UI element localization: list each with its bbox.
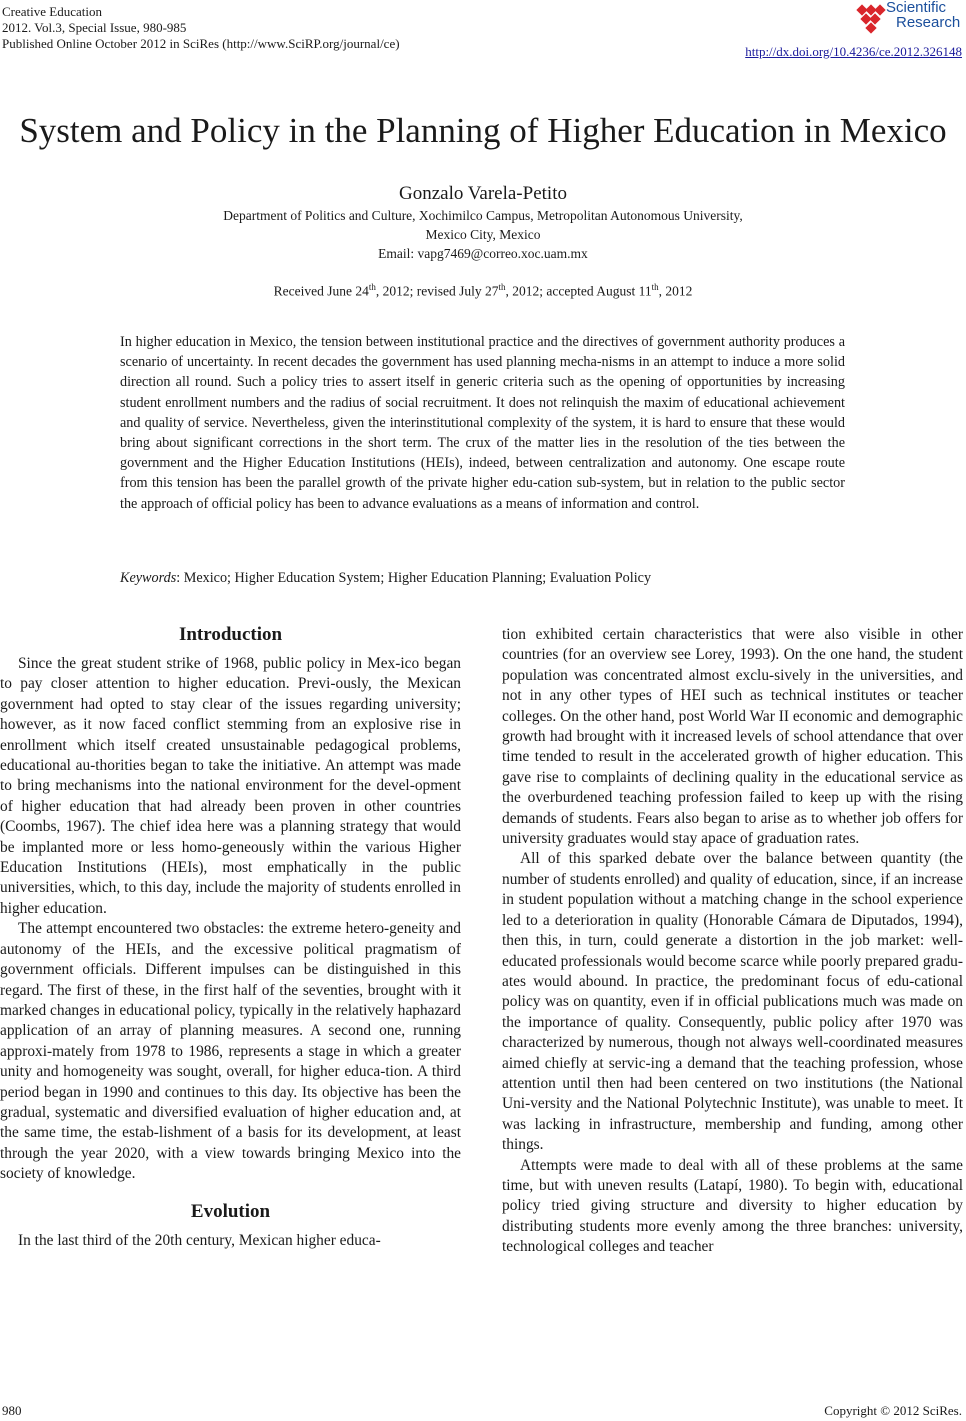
paper-title: System and Policy in the Planning of Higher Education in Mexico [19, 111, 947, 150]
right-column [502, 625, 963, 1258]
journal-issue: 2012. Vol.3, Special Issue, 980-985 [2, 20, 187, 35]
doi-link[interactable]: http://dx.doi.org/10.4236/ce.2012.326148 [745, 44, 962, 59]
copyright-notice: Copyright © 2012 SciRes. [824, 1403, 962, 1418]
paragraph: In the last third of the 20th century, Mexican higher educa- [18, 1231, 381, 1249]
publisher-logo [856, 0, 962, 34]
paragraph: The attempt encountered two obstacles: the extreme hetero-geneity and autonomy of the HEIs, and the excessive political pragmatism of government officials. Different impulses can be distinguished in this regard. The first of these, in the first half of the seventies, brought with it marked changes in educational policy, typically in the relatively haphazard application of an array of planning measures. A second one, running approxi-mately from 1978 to 1986, represents a stage in which a greater unity and homogeneity was sought, overall, for higher educa-tion. A third period began in 1990 and continues to this day. Its objective has been the gradual, systematic and diversified evaluation of higher education and, at the same time, the estab-lishment of a basis for its development, at least through the year 2020, with a view towards bringing Mexico into the society of knowledge. [0, 920, 461, 1183]
section-heading-evolution: Evolution [190, 1200, 271, 1222]
logo-mark-icon [856, 2, 886, 32]
journal-name: Creative Education [2, 4, 102, 19]
paragraph: Since the great student strike of 1968, public policy in Mex-ico began to pay closer attention to higher education. Previ-ously, the Mexican government had opted to stay clear of the issues regarding university; however, as it now faced conflict stemming from an explosive rise in enrollment which itself created unsustainable pedagogical problems, educational au-thorities began to take the initiative. An attempt was made to bring mechanisms into the national environment for the devel-opment of higher education that had already been proven in other countries (Coombs, 1967). The chief idea here was a planning strategy that would be implanted more or less homo-geneously within the various Higher Education Institutions (HEIs), most emphatically in the public universities, which, to this day, include the majority of students enrolled in higher education. [0, 655, 461, 917]
paragraph: Attempts were made to deal with all of these problems at the same time, but with uneven results (Latapí, 1980). To begin with, educational policy tried giving structure and diversity to higher education by distributing students more evenly among the three branches: university, technological colleges and teacher [502, 1156, 963, 1256]
keywords-list: : Mexico; Higher Education System; Higher Education Planning; Evaluation Policy [176, 570, 652, 586]
section-heading-introduction: Introduction [178, 624, 283, 645]
author-name: Gonzalo Varela-Petito [399, 183, 567, 204]
left-column [0, 622, 461, 1251]
keywords-label: Keywords [120, 570, 177, 586]
journal-header [2, 4, 400, 52]
affiliation-line-1: Department of Politics and Culture, Xochimilco Campus, Metropolitan Autonomous University, [223, 208, 743, 223]
affiliation-line-2: Mexico City, Mexico [425, 227, 541, 242]
received-dates: Received June 24th, 2012; revised July 27th, 2012; accepted August 11th, 2012 [273, 282, 693, 299]
publication-note: Published Online October 2012 in SciRes (http://www.SciRP.org/journal/ce) [2, 36, 400, 51]
author-email: Email: vapg7469@correo.xoc.uam.mx [378, 246, 588, 261]
keywords [120, 570, 845, 587]
paragraph: tion exhibited certain characteristics that were also visible in other countries (for an overview see Lorey, 1993). On the one hand, the student population was concentrated almost exclu-sively in the universities, and not in any other types of HEI such as technical institutes or teacher colleges. On the other hand, post World War II economic and demographic growth had brought with it increased levels of school attendance that over time tended to result in the accelerated growth of higher education. This gave rise to complaints of declining quality in the educational service as the overburdened teaching profession failed to keep up with the rising demands of students. Fears also began to arise as to whether job offers for university graduates would stay apace of graduation rates. [502, 626, 963, 848]
logo-wordmark: Scientific Research [886, 0, 961, 31]
abstract: In higher education in Mexico, the tension between institutional practice and the directives of government authority produces a scenario of uncertainty. In recent decades the government has used planning mecha-nisms in an attempt to induce a more solid direction all round. Such a policy tries to assert itself in generic criteria such as the opening of opportunities by increasing student enrollment numbers and the radius of social recruitment. It does not relinquish the maxim of educational achievement and quality of service. Nevertheless, given the interinstitutional complexity of the system, it is hard to ensure that these would bring about significant corrections in the short term. The crux of the matter lies in the resolution of the ties between the government and the Higher Education Institutions (HEIs), indeed, between centralization and autonomy. One escape route from this tension has been the parallel growth of the private higher edu-cation sub-system, but in relation to the public sector the approach of official policy has been to advance evaluations as a means of information and control. [120, 334, 845, 512]
page-number: 980 [2, 1403, 22, 1418]
paragraph: All of this sparked debate over the balance between quantity (the number of students enrolled) and quality of education, since, if an increase in student population without a matching change in the school experience led to a deterioration in quality (Honorable Cámara de Diputados, 1994), then this, in turn, could generate a distortion in the job market: well-educated professionals would become scarce while poorly prepared gradu-ates would abound. In practice, the predominant focus of edu-cational policy was on quantity, even if in official publications much was made on the importance of quality. Consequently, public policy after 1970 was characterized by numerous, though not always well-coordinated measures aimed chiefly at servic-ing a demand that the teaching profession, whose attention until then had been centered on two institutions (the National Uni-versity and the National Polytechnic Institute), was unable to meet. It was lacking in infrastructure, membership and funding, among other things. [502, 850, 963, 1154]
